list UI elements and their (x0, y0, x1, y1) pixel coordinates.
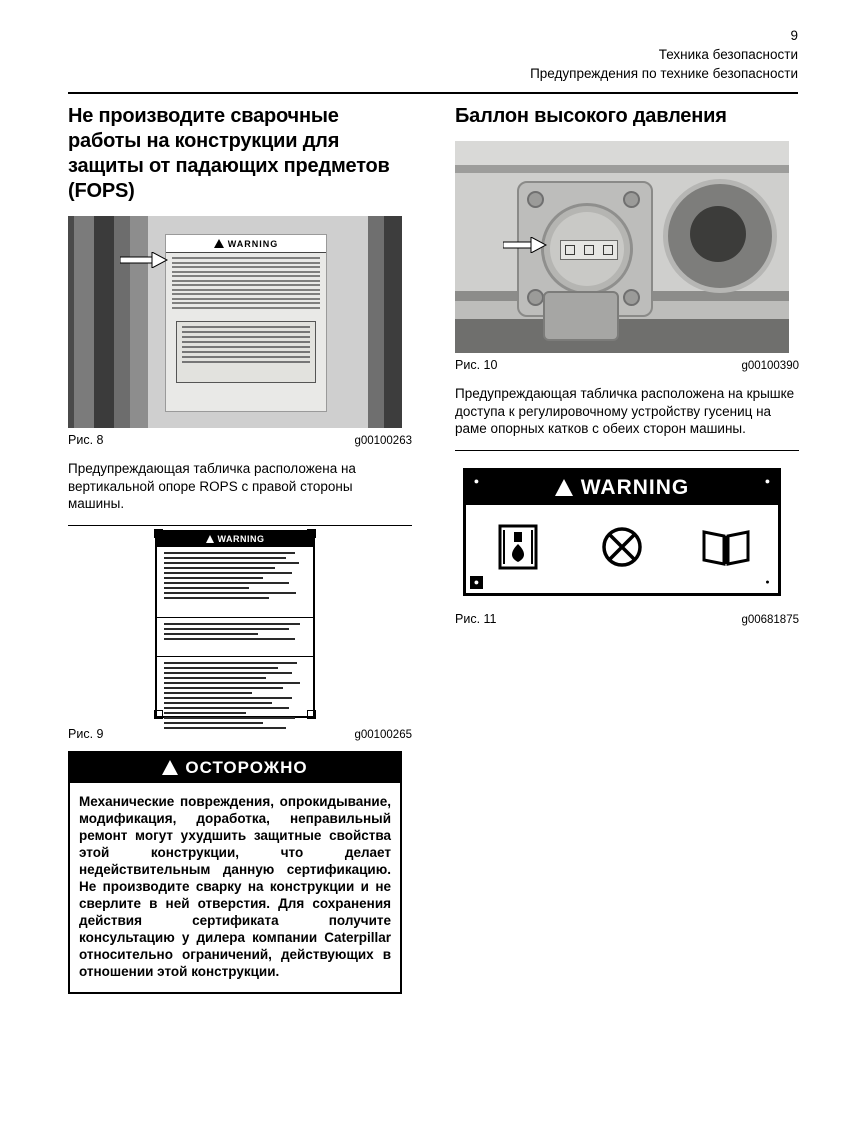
left-section-title: Не производите сварочные работы на конструкции для защиты от падающих предметов (FOPS) (68, 105, 390, 202)
label-corner-mark (154, 529, 163, 538)
plate-warning-text: WARNING (227, 238, 279, 249)
photo-upper-beam (455, 165, 789, 173)
bolt (623, 289, 640, 306)
header-section-line: Техника безопасности (658, 47, 798, 62)
right-body-text-10: Предупреждающая табличка расположена на крышке доступа к регулировочному устройству гусениц на раме опорных катков с обеих сторон машины. (455, 386, 795, 436)
fops-warning-plate (165, 234, 327, 412)
bolt (623, 191, 640, 208)
bolt (527, 289, 544, 306)
header-subsection-line: Предупреждения по технике безопасности (530, 66, 798, 81)
page-number: 9 (790, 28, 798, 43)
figure-8-caption: Рис. 8 (68, 433, 104, 447)
right-column (455, 104, 799, 626)
figure-11-caption-row (455, 612, 799, 626)
figure-8-graphic-number: g00100263 (354, 435, 412, 447)
figure-10-photo (455, 141, 789, 353)
high-pressure-warning-label (463, 468, 781, 596)
label9-lower-text-zone (157, 657, 313, 737)
fops-label-drawing (155, 530, 315, 718)
pointer-arrow-icon (120, 252, 168, 268)
warning-triangle-icon (555, 479, 573, 496)
label-corner-mark: ● (470, 576, 483, 589)
read-manual-icon (700, 521, 752, 573)
figure-10 (455, 141, 799, 372)
label-part-number: ● (761, 576, 774, 589)
label11-icon-row (466, 505, 778, 589)
adjuster-access-cap (541, 203, 633, 295)
label9-upper-text-zone (157, 547, 313, 618)
caution-warning-header (70, 753, 400, 783)
figure-9 (68, 526, 412, 741)
plate-cert-box (176, 321, 316, 383)
figure-10-graphic-number: g00100390 (741, 360, 799, 372)
plate-text-lines (166, 253, 326, 315)
figure-8-caption-row (68, 433, 412, 447)
label-corner-mark (154, 710, 163, 719)
label-corner-mark (307, 710, 316, 719)
bolt (527, 191, 544, 208)
label9-warning-text: WARNING (217, 534, 265, 544)
page-header (68, 26, 798, 83)
plate-warning-header (166, 235, 326, 253)
warning-triangle-icon (162, 760, 178, 775)
figure-10-caption: Рис. 10 (455, 358, 498, 372)
figure-10-caption-row (455, 358, 799, 372)
idler-hub (663, 179, 777, 293)
label11-warning-header (466, 471, 778, 505)
header-divider (68, 92, 798, 94)
figure-11-graphic (455, 457, 789, 607)
cap-warning-decal (560, 240, 618, 260)
figure-8-photo (68, 216, 402, 428)
photo-dark-band (455, 319, 789, 353)
warning-triangle-icon (206, 535, 214, 543)
label-corner-mark: ● (761, 475, 774, 488)
sub-bracket (543, 291, 619, 341)
label9-warning-header (157, 532, 313, 547)
figure-11-caption: Рис. 11 (455, 611, 497, 626)
warning-triangle-icon (214, 239, 224, 248)
left-column (68, 104, 412, 994)
caution-warning-title: ОСТОРОЖНО (185, 757, 308, 777)
figure-11 (455, 457, 799, 626)
left-body-text-8: Предупреждающая табличка расположена на вертикальной опоре ROPS с правой стороны машины. (68, 461, 356, 511)
figure-8 (68, 216, 412, 447)
caution-warning-box (68, 751, 402, 994)
pressurized-cylinder-icon (492, 521, 544, 573)
pointer-arrow-icon (503, 237, 547, 253)
figure-11-graphic-number: g00681875 (741, 613, 799, 626)
caution-warning-text: Механические повреждения, опрокидывание, модификация, доработка, неправильный ремонт могут ухудшить защитные свойства этой конструкции, что делает недействительным данную сертификацию. Не производите сварку на конструкции и не сверлите в ней отверстия. Для сохранения действия сертификата получите консультацию у дилера компании Caterpillar относительно ограничений, действующих в отношении этой конструкции. (79, 793, 391, 979)
figure-9-graphic (68, 526, 402, 722)
right-section-title: Баллон высокого давления (455, 105, 727, 127)
label11-warning-text: WARNING (580, 475, 690, 499)
right-divider (455, 450, 799, 451)
label-corner-mark: ● (470, 475, 483, 488)
prohibition-icon (596, 521, 648, 573)
figure-9-caption: Рис. 9 (68, 726, 104, 741)
figure-9-graphic-number: g00100265 (354, 728, 412, 741)
label-corner-mark (307, 529, 316, 538)
label9-middle-text-zone (157, 618, 313, 657)
